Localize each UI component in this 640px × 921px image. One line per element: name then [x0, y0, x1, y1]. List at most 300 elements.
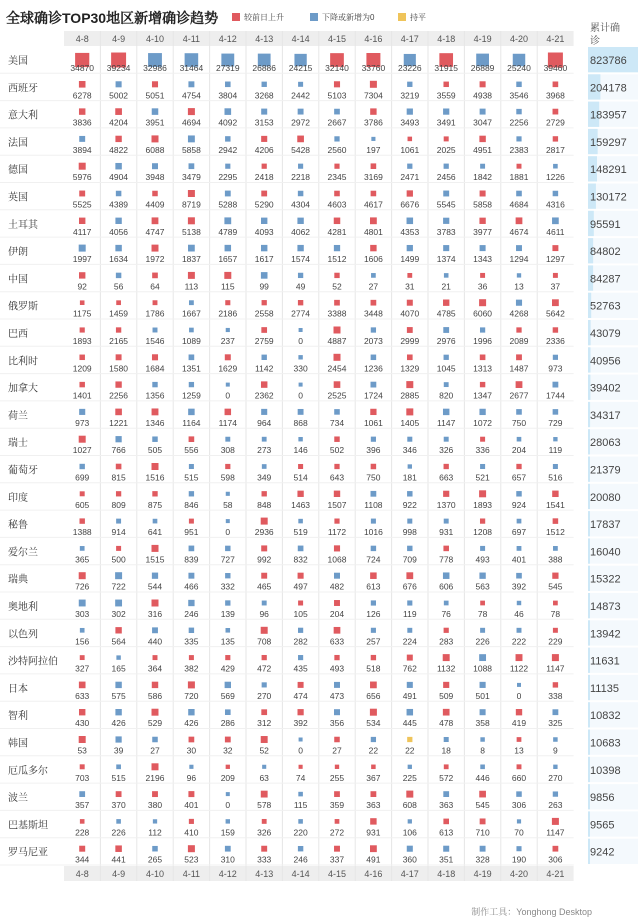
trend-marker: [116, 81, 122, 87]
trend-marker: [517, 519, 522, 524]
value-label: 1667: [181, 308, 201, 319]
value-label: 3491: [436, 117, 456, 128]
trend-marker: [443, 82, 448, 87]
trend-marker: [517, 737, 522, 742]
value-label: 709: [402, 554, 417, 565]
value-label: 1997: [72, 254, 92, 265]
value-label: 3493: [400, 117, 420, 128]
trend-marker: [516, 217, 523, 224]
value-label: 78: [477, 609, 488, 619]
region-label: 印度: [8, 492, 28, 504]
trend-marker: [79, 709, 85, 715]
region-label: 韩国: [8, 738, 28, 750]
trend-marker: [188, 845, 195, 852]
value-label: 1208: [473, 527, 493, 538]
value-label: 359: [329, 800, 345, 811]
value-label: 22: [368, 745, 379, 756]
value-label: 3783: [436, 226, 456, 237]
trend-marker: [152, 135, 159, 142]
trend-marker: [480, 464, 485, 469]
value-label: 74: [295, 772, 306, 783]
value-label: 750: [511, 417, 527, 428]
total-value-label: 823786: [590, 55, 627, 67]
value-label: 497: [293, 581, 308, 592]
value-label: 1744: [545, 390, 565, 401]
region-label: 伊朗: [8, 247, 28, 259]
value-label: 23226: [397, 63, 422, 73]
trend-marker: [152, 436, 157, 441]
total-header-label-line2: 诊: [590, 36, 600, 47]
total-value-label: 43079: [590, 328, 621, 340]
trend-marker: [226, 492, 230, 496]
trend-marker: [226, 765, 230, 769]
trend-marker: [261, 736, 268, 743]
date-footer-label: 4-14: [291, 869, 310, 879]
value-label: 1617: [254, 254, 274, 265]
trend-marker: [370, 818, 376, 824]
trend-marker: [188, 217, 195, 224]
trend-marker: [79, 682, 86, 689]
trend-marker: [298, 519, 303, 524]
region-label: 意大利: [8, 110, 38, 122]
trend-marker: [370, 217, 377, 224]
trend-marker: [152, 245, 159, 252]
value-label: 605: [75, 499, 90, 510]
trend-marker: [115, 218, 121, 224]
trend-marker: [188, 791, 194, 797]
value-label: 4951: [473, 144, 493, 155]
value-label: 1297: [545, 254, 565, 265]
value-label: 190: [511, 854, 527, 865]
value-label: 493: [329, 663, 345, 674]
value-label: 4887: [327, 336, 347, 346]
trend-marker: [153, 300, 158, 305]
value-label: 482: [329, 581, 345, 592]
value-label: 1132: [437, 663, 456, 674]
trend-marker: [79, 108, 85, 114]
region-label: 巴西: [8, 329, 28, 340]
trend-marker: [262, 655, 267, 660]
value-label: 2774: [291, 308, 311, 319]
value-label: 5428: [291, 144, 311, 155]
value-label: 3479: [181, 172, 201, 183]
total-value-label: 84802: [590, 246, 621, 259]
region-label: 爱尔兰: [8, 547, 38, 559]
value-label: 135: [220, 636, 235, 647]
value-label: 839: [184, 554, 199, 565]
trend-marker: [115, 245, 121, 251]
value-label: 2073: [363, 336, 383, 346]
value-label: 99: [259, 281, 269, 292]
date-header-label: 4-21: [546, 34, 565, 44]
date-footer-label: 4-13: [255, 869, 274, 879]
trend-marker: [261, 627, 268, 634]
trend-marker: [116, 791, 122, 797]
value-label: 229: [548, 636, 563, 647]
region-label: 英国: [8, 192, 28, 204]
trend-marker: [479, 791, 486, 798]
value-label: 363: [439, 800, 454, 811]
value-label: 1837: [181, 254, 201, 265]
trend-marker: [153, 655, 158, 660]
trend-marker: [189, 628, 194, 633]
date-header-label: 4-17: [400, 34, 419, 44]
trend-marker: [298, 682, 304, 688]
value-label: 1347: [473, 390, 493, 401]
value-label: 1172: [327, 527, 347, 538]
value-label: 2525: [327, 390, 347, 401]
trend-marker: [298, 464, 303, 469]
trend-marker: [371, 765, 376, 770]
region-label: 厄瓜多尔: [8, 765, 48, 777]
value-label: 410: [184, 827, 199, 838]
trend-marker: [189, 491, 194, 496]
value-label: 2560: [327, 144, 347, 155]
trend-marker: [516, 82, 521, 87]
trend-marker: [79, 81, 86, 88]
value-label: 2383: [509, 144, 529, 155]
value-label: 5103: [327, 90, 347, 101]
value-label: 27319: [215, 63, 240, 73]
trend-marker: [224, 217, 231, 224]
trend-marker: [443, 218, 449, 224]
date-footer-label: 4-9: [112, 869, 126, 879]
date-header-label: 4-18: [437, 34, 456, 44]
trend-marker: [79, 518, 84, 523]
value-label: 505: [147, 445, 163, 456]
trend-marker: [444, 764, 449, 769]
value-label: 96: [259, 609, 269, 619]
value-label: 325: [548, 718, 563, 729]
trend-marker: [516, 354, 522, 360]
total-value-label: 11135: [590, 682, 619, 695]
trend-marker: [370, 409, 376, 415]
trend-marker: [552, 299, 559, 306]
chart-title: 全球确诊TOP30地区新增确诊趋势: [6, 10, 219, 26]
value-label: 9: [553, 745, 558, 756]
trend-marker: [261, 846, 267, 852]
trend-marker: [516, 654, 523, 661]
value-label: 53: [77, 745, 87, 756]
trend-marker: [152, 682, 158, 688]
trend-marker: [80, 764, 85, 769]
trend-marker: [553, 628, 558, 633]
total-value-label: 40956: [590, 355, 621, 368]
region-label: 德国: [8, 165, 28, 177]
trend-marker: [552, 491, 558, 497]
trend-marker: [189, 819, 194, 824]
value-label: 466: [184, 581, 199, 592]
value-label: 1089: [181, 336, 201, 346]
value-label: 335: [184, 636, 199, 647]
trend-marker: [299, 738, 303, 742]
trend-marker: [298, 82, 303, 87]
trend-marker: [480, 737, 484, 741]
value-label: 351: [439, 854, 454, 865]
value-label: 2677: [509, 390, 529, 401]
value-label: 36: [477, 281, 488, 292]
legend-label-flat: 持平: [410, 13, 426, 22]
trend-marker: [334, 409, 340, 415]
total-value-label: 21379: [590, 464, 621, 477]
trend-marker: [552, 382, 558, 388]
value-label: 660: [511, 772, 527, 783]
trend-marker: [553, 682, 558, 687]
trend-marker: [116, 327, 121, 332]
trend-marker: [517, 628, 522, 633]
value-label: 544: [147, 581, 163, 592]
trend-marker: [226, 819, 230, 823]
total-value-label: 10683: [590, 737, 621, 750]
date-footer-label: 4-15: [327, 869, 347, 879]
trend-marker: [334, 273, 339, 278]
trend-marker: [261, 381, 267, 387]
trend-marker: [516, 191, 522, 197]
value-label: 778: [439, 554, 454, 565]
trend-marker: [262, 164, 267, 169]
value-label: 6676: [400, 199, 420, 210]
total-value-label: 14873: [590, 601, 621, 613]
region-label: 罗马尼亚: [8, 847, 48, 859]
value-label: 380: [147, 800, 163, 811]
trend-marker: [80, 819, 85, 824]
trend-marker: [79, 136, 85, 142]
trend-marker: [407, 546, 412, 551]
value-label: 820: [439, 390, 454, 401]
trend-marker: [152, 573, 158, 579]
value-label: 5976: [72, 172, 92, 183]
trend-marker: [407, 628, 412, 633]
trend-marker: [226, 383, 230, 387]
footer-credit: 制作工具：Yonghong Desktop: [471, 907, 592, 917]
total-value-label: 183957: [590, 109, 627, 122]
trend-marker: [115, 736, 121, 742]
trend-marker: [516, 409, 522, 415]
value-label: 32140: [325, 63, 349, 73]
value-label: 126: [366, 609, 381, 619]
value-label: 4093: [254, 226, 274, 237]
value-label: 336: [475, 445, 490, 456]
trend-marker: [299, 383, 303, 387]
trend-marker: [152, 273, 158, 279]
trend-marker: [371, 519, 376, 524]
date-header-label: 4-14: [291, 34, 310, 44]
value-label: 1016: [363, 527, 383, 538]
value-label: 875: [147, 499, 163, 510]
value-label: 4785: [436, 308, 456, 319]
value-label: 96: [186, 772, 197, 783]
value-label: 2936: [254, 527, 274, 538]
trend-marker: [407, 300, 413, 306]
trend-marker: [261, 545, 267, 551]
trend-marker: [79, 163, 86, 170]
value-label: 545: [548, 581, 563, 592]
value-label: 556: [184, 445, 199, 456]
trend-marker: [262, 464, 267, 469]
value-label: 92: [77, 281, 87, 292]
value-label: 3448: [363, 308, 383, 319]
value-label: 998: [402, 527, 417, 538]
trend-marker: [408, 464, 412, 468]
value-label: 726: [75, 581, 90, 592]
trend-marker: [298, 601, 303, 606]
legend-label-down: 下降或新增为0: [322, 13, 375, 22]
trend-marker: [334, 519, 339, 524]
value-label: 37: [550, 281, 561, 292]
value-label: 6088: [145, 144, 165, 155]
value-label: 2196: [145, 772, 165, 783]
trend-marker: [553, 136, 558, 141]
value-label: 392: [511, 581, 527, 592]
trend-marker: [115, 136, 121, 142]
trend-marker: [553, 737, 558, 742]
value-label: 426: [111, 718, 126, 729]
value-label: 1893: [473, 499, 493, 510]
value-label: 1724: [363, 390, 383, 401]
value-label: 392: [293, 718, 308, 729]
value-label: 2456: [436, 172, 456, 183]
value-label: 1346: [145, 417, 165, 428]
value-label: 1351: [181, 363, 201, 374]
trend-marker: [407, 108, 413, 114]
value-label: 25240: [507, 63, 531, 73]
value-label: 501: [475, 690, 490, 701]
trend-marker: [553, 464, 558, 469]
value-label: 2972: [291, 117, 311, 128]
value-label: 1487: [509, 363, 529, 374]
value-label: 657: [511, 472, 527, 483]
trend-marker: [553, 81, 559, 87]
value-label: 246: [293, 854, 308, 865]
total-value-label: 95591: [590, 218, 621, 231]
value-label: 4694: [181, 117, 201, 128]
value-label: 310: [220, 854, 235, 865]
trend-marker: [334, 791, 340, 797]
trend-marker: [406, 381, 413, 388]
trend-marker: [298, 109, 304, 115]
value-label: 703: [75, 772, 90, 783]
value-label: 534: [366, 718, 381, 729]
trend-marker: [189, 737, 195, 743]
date-header-label: 4-8: [75, 34, 89, 44]
value-label: 265: [147, 854, 163, 865]
value-label: 2256: [109, 390, 129, 401]
value-label: 1294: [509, 254, 529, 265]
trend-marker: [261, 245, 267, 251]
value-label: 465: [257, 581, 272, 592]
trend-marker: [153, 819, 157, 823]
trend-marker: [225, 546, 230, 551]
trend-marker: [370, 709, 377, 716]
trend-marker: [480, 327, 485, 332]
trend-marker: [188, 272, 195, 279]
trend-marker: [443, 300, 449, 306]
value-label: 367: [366, 772, 381, 783]
trend-marker: [152, 408, 159, 415]
value-label: 146: [293, 445, 308, 456]
value-label: 474: [293, 690, 308, 701]
value-label: 226: [111, 827, 126, 838]
total-value-label: 13942: [590, 628, 621, 641]
trend-marker: [517, 164, 522, 169]
value-label: 529: [147, 718, 163, 729]
trend-marker: [371, 791, 377, 797]
trend-marker: [298, 355, 302, 359]
trend-marker: [553, 327, 558, 332]
value-label: 26886: [252, 63, 277, 73]
trend-marker: [153, 519, 158, 524]
value-label: 0: [225, 527, 231, 538]
trend-marker: [334, 109, 340, 115]
value-label: 973: [548, 363, 563, 374]
region-label: 俄罗斯: [8, 301, 38, 313]
value-label: 729: [548, 417, 563, 428]
value-label: 263: [548, 800, 563, 811]
trend-marker: [334, 737, 340, 743]
value-label: 316: [147, 609, 163, 619]
region-label: 葡萄牙: [8, 465, 38, 477]
trend-marker: [261, 218, 267, 224]
trend-marker: [407, 437, 412, 442]
value-label: 1512: [327, 254, 347, 265]
trend-marker: [261, 791, 268, 798]
value-label: 3388: [327, 308, 347, 319]
date-header-label: 4-15: [327, 34, 347, 44]
value-label: 2885: [400, 390, 420, 401]
trend-marker: [408, 819, 412, 823]
value-label: 4056: [109, 226, 129, 237]
value-label: 70: [514, 827, 524, 838]
trend-marker: [371, 382, 377, 388]
trend-marker: [480, 818, 486, 824]
value-label: 676: [402, 581, 417, 592]
trend-marker: [516, 491, 521, 496]
value-label: 1512: [545, 527, 565, 538]
value-label: 5858: [473, 199, 493, 210]
value-label: 1546: [145, 336, 165, 346]
value-label: 1684: [145, 363, 165, 374]
value-label: 21: [441, 281, 451, 292]
value-label: 3559: [436, 90, 456, 101]
value-label: 2729: [545, 117, 565, 128]
value-label: 22: [405, 745, 415, 756]
value-label: 255: [329, 772, 345, 783]
trend-marker: [444, 355, 449, 360]
trend-marker: [371, 137, 375, 141]
region-label: 以色列: [8, 629, 38, 641]
trend-marker: [480, 764, 485, 769]
value-label: 197: [366, 144, 381, 155]
trend-marker: [371, 163, 377, 169]
trend-marker: [115, 572, 122, 579]
date-footer-label: 4-21: [546, 869, 565, 879]
value-label: 4206: [254, 144, 274, 155]
value-label: 473: [329, 690, 345, 701]
value-label: 52: [332, 281, 342, 292]
value-label: 27: [150, 745, 160, 756]
value-label: 2336: [545, 336, 565, 346]
value-label: 32: [223, 745, 233, 756]
trend-marker: [517, 437, 522, 442]
value-label: 4617: [363, 199, 383, 210]
trend-marker: [334, 491, 340, 497]
trend-marker: [261, 272, 268, 279]
value-label: 2362: [254, 390, 274, 401]
value-label: 491: [366, 854, 381, 865]
trend-marker: [552, 709, 558, 715]
trend-marker: [443, 846, 449, 852]
trend-marker: [553, 791, 558, 796]
